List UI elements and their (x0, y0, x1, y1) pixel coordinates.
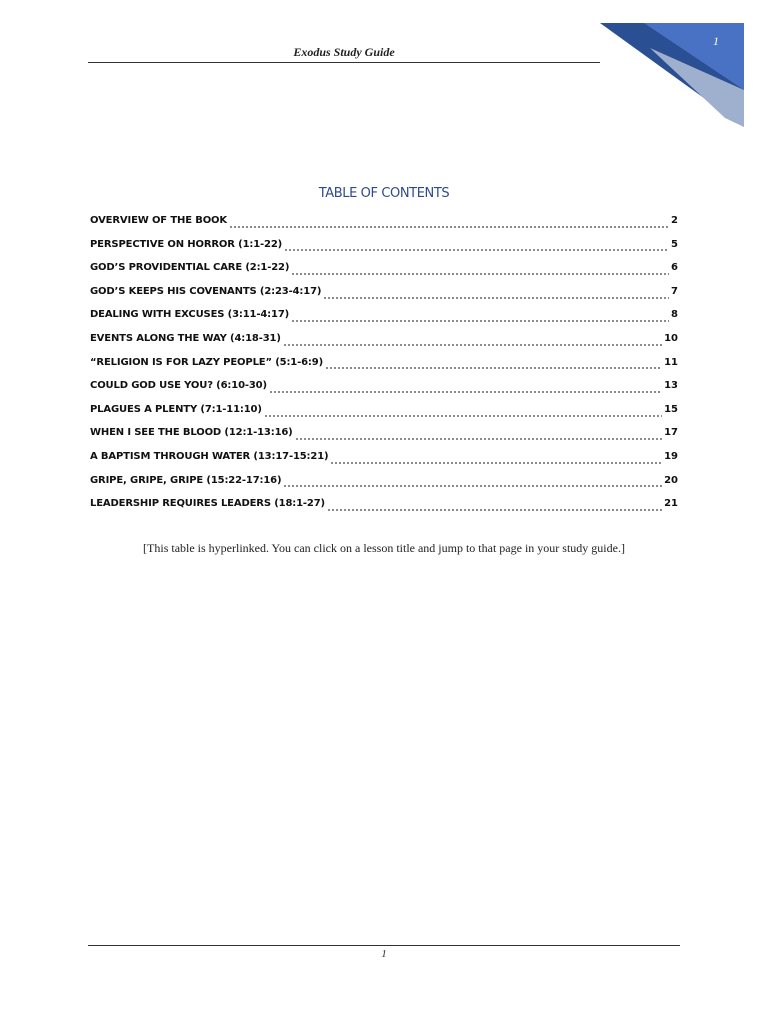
toc-entry-title[interactable]: PLAGUES A PLENTY (7:1-11:10) (90, 403, 262, 415)
footer-page-number: 1 (381, 948, 387, 960)
toc-entry-title[interactable]: GRIPE, GRIPE, GRIPE (15:22-17:16) (90, 474, 282, 486)
table-of-contents (90, 212, 678, 519)
toc-entry[interactable] (90, 283, 678, 307)
toc-entry[interactable] (90, 236, 678, 260)
hyperlink-note: [This table is hyperlinked. You can click on a lesson title and jump to that page in your study guide.] (143, 541, 625, 555)
toc-entry[interactable] (90, 306, 678, 330)
toc-entry[interactable] (90, 495, 678, 519)
toc-entry[interactable] (90, 448, 678, 472)
dot-leader (291, 273, 669, 275)
toc-heading: TABLE OF CONTENTS (318, 186, 450, 201)
toc-entry[interactable] (90, 377, 678, 401)
running-header-title: Exodus Study Guide (293, 45, 395, 59)
footer-divider (88, 945, 680, 946)
toc-entry[interactable] (90, 424, 678, 448)
toc-entry-title[interactable]: LEADERSHIP REQUIRES LEADERS (18:1-27) (90, 498, 325, 510)
toc-entry-page[interactable]: 6 (671, 262, 678, 274)
dot-leader (284, 249, 669, 251)
toc-entry-page[interactable]: 17 (664, 427, 678, 439)
toc-entry-page[interactable]: 8 (671, 309, 678, 321)
toc-entry-title[interactable]: WHEN I SEE THE BLOOD (12:1-13:16) (90, 427, 293, 439)
toc-entry-page[interactable]: 13 (664, 380, 678, 392)
dot-leader (327, 509, 662, 511)
toc-entry-title[interactable]: GOD’S KEEPS HIS COVENANTS (2:23-4:17) (90, 285, 322, 297)
toc-entry[interactable] (90, 472, 678, 496)
toc-entry-page[interactable]: 5 (671, 238, 678, 250)
dot-leader (283, 485, 662, 487)
dot-leader (323, 297, 669, 299)
dot-leader (295, 438, 662, 440)
toc-entry[interactable] (90, 259, 678, 283)
toc-entry-page[interactable]: 7 (671, 285, 678, 297)
toc-entry-title[interactable]: DEALING WITH EXCUSES (3:11-4:17) (90, 309, 290, 321)
header-divider (88, 62, 600, 63)
dot-leader (325, 367, 662, 369)
toc-entry-page[interactable]: 19 (664, 450, 678, 462)
toc-entry[interactable] (90, 212, 678, 236)
toc-entry-page[interactable]: 11 (664, 356, 678, 368)
toc-entry-page[interactable]: 10 (664, 332, 678, 344)
toc-entry-title[interactable]: “RELIGION IS FOR LAZY PEOPLE” (5:1-6:9) (90, 356, 323, 368)
toc-entry-title[interactable]: COULD GOD USE YOU? (6:10-30) (90, 380, 267, 392)
dot-leader (330, 462, 662, 464)
corner-decoration (0, 0, 768, 140)
dot-leader (283, 344, 662, 346)
toc-entry-title[interactable]: A BAPTISM THROUGH WATER (13:17-15:21) (90, 450, 329, 462)
toc-entry[interactable] (90, 330, 678, 354)
toc-entry-page[interactable]: 15 (664, 403, 678, 415)
corner-page-number: 1 (713, 34, 719, 48)
toc-entry-title[interactable]: OVERVIEW OF THE BOOK (90, 215, 227, 226)
toc-entry-title[interactable]: PERSPECTIVE ON HORROR (1:1-22) (90, 238, 283, 250)
dot-leader (291, 320, 669, 322)
toc-entry-title[interactable]: EVENTS ALONG THE WAY (4:18-31) (90, 332, 281, 344)
toc-entry[interactable] (90, 354, 678, 378)
toc-entry[interactable] (90, 401, 678, 425)
toc-entry-title[interactable]: GOD’S PROVIDENTIAL CARE (2:1-22) (90, 262, 290, 274)
dot-leader (269, 391, 662, 393)
toc-entry-page[interactable]: 20 (664, 474, 678, 486)
dot-leader (264, 415, 662, 417)
toc-entry-page[interactable]: 21 (664, 498, 678, 510)
dot-leader (229, 226, 669, 228)
toc-entry-page[interactable]: 2 (671, 215, 678, 226)
